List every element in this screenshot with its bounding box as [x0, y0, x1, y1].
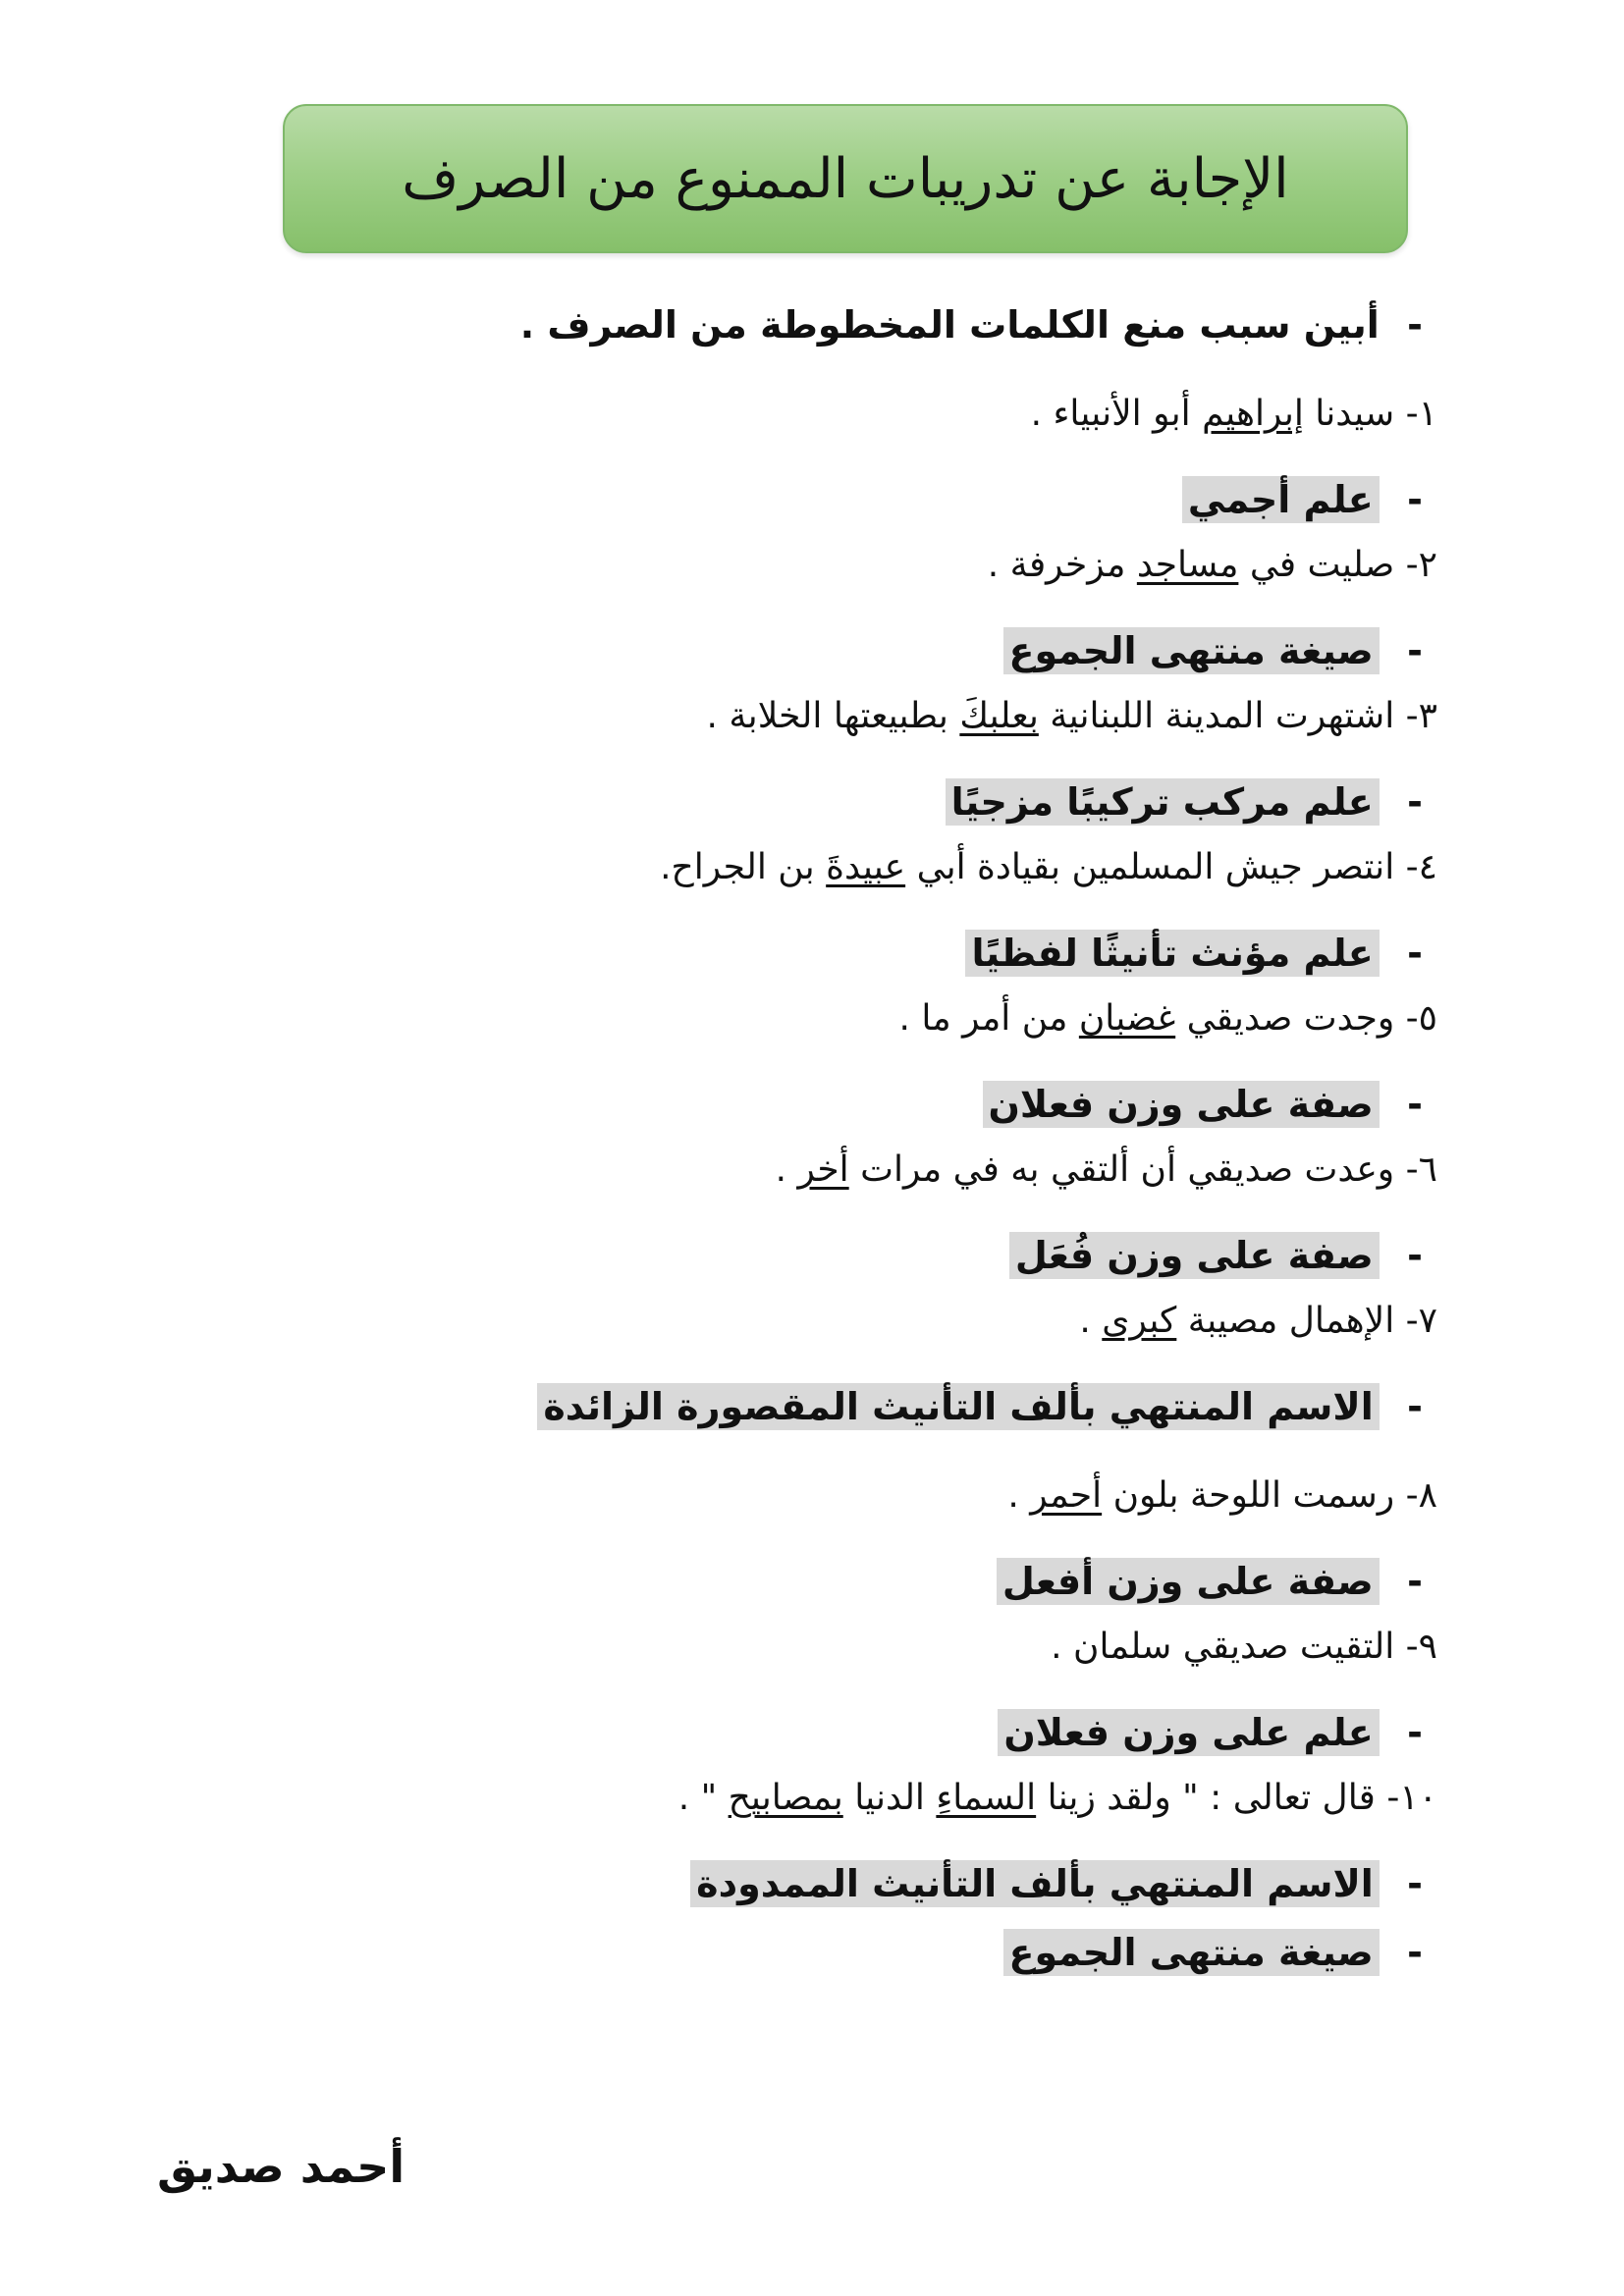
- page-title: الإجابة عن تدريبات الممنوع من الصرف: [402, 146, 1289, 211]
- answer-1: - علم أجمي: [259, 448, 1437, 532]
- answer-6: - صفة على وزن فُعَل: [259, 1203, 1437, 1288]
- sentence-number: ١-: [1405, 394, 1437, 434]
- answer-text: الاسم المنتهي بألف التأنيث الممدودة: [690, 1860, 1380, 1907]
- question-list: [259, 291, 1437, 1985]
- sentence-number: ٥-: [1405, 998, 1437, 1039]
- sentence-10: ١٠- قال تعالى : " ولقد زينا السماءِ الدنيا بمصابيح " .: [677, 1778, 1437, 1818]
- author-signature: أحمد صديق: [157, 2140, 406, 2193]
- underlined-word: إبراهيم: [1202, 394, 1304, 434]
- answer-text: صفة على وزن فعلان: [983, 1081, 1380, 1128]
- answer-8: - صفة على وزن أفعل: [259, 1529, 1437, 1614]
- answer-2: - صيغة منتهى الجموع: [259, 599, 1437, 683]
- answer-text: صيغة منتهى الجموع: [1003, 627, 1380, 674]
- underlined-word: أحمر: [1030, 1475, 1103, 1516]
- sentence-number: ٦-: [1405, 1149, 1437, 1190]
- sentence-3: ٣- اشتهرت المدينة اللبنانية بعلبكَ بطبيعتها الخلابة .: [706, 696, 1437, 736]
- answer-text: صفة على وزن فُعَل: [1009, 1232, 1380, 1279]
- instruction-text: أبين سبب منع الكلمات المخطوطة من الصرف .: [519, 303, 1380, 347]
- sentence-number: ٤-: [1405, 847, 1437, 887]
- sentence-number: ٢-: [1405, 545, 1437, 585]
- underlined-word: السماءِ: [936, 1778, 1037, 1818]
- sentence-9: ٩- التقيت صديقي سلمان .: [1051, 1627, 1437, 1667]
- answer-text: علم مؤنث تأنيثًا لفظيًا: [965, 930, 1379, 977]
- answer-10a: - الاسم المنتهي بألف التأنيث الممدودة: [259, 1832, 1437, 1916]
- underlined-word: غضبان: [1078, 998, 1176, 1039]
- answer-text: علم على وزن فعلان: [998, 1709, 1379, 1756]
- underlined-word: عبيدةَ: [826, 847, 906, 887]
- answer-text: علم مركب تركيبًا مزجيًا: [946, 778, 1380, 826]
- sentence-number: ٨-: [1405, 1475, 1437, 1516]
- title-banner: [283, 104, 1408, 253]
- underlined-word: بمصابيح: [728, 1778, 843, 1818]
- sentence-4: ٤- انتصر جيش المسلمين بقيادة أبي عبيدةَ بن الجراح.: [660, 847, 1437, 887]
- sentence-number: ١٠-: [1386, 1778, 1437, 1818]
- sentence-5: ٥- وجدت صديقي غضبان من أمر ما .: [898, 998, 1437, 1039]
- underlined-word: أخر: [797, 1149, 849, 1190]
- sentence-number: ٩-: [1405, 1627, 1437, 1667]
- sentence-number: ٧-: [1405, 1301, 1437, 1341]
- sentence-2: ٢- صليت في مساجد مزخرفة .: [987, 545, 1437, 585]
- answer-text: صيغة منتهى الجموع: [1003, 1929, 1380, 1976]
- underlined-word: بعلبكَ: [959, 696, 1039, 736]
- answer-10b: - صيغة منتهى الجموع: [259, 1916, 1437, 1985]
- instruction-line: - أبين سبب منع الكلمات المخطوطة من الصرف .: [519, 303, 1423, 347]
- answer-9: - علم على وزن فعلان: [259, 1681, 1437, 1765]
- answer-4: - علم مؤنث تأنيثًا لفظيًا: [259, 901, 1437, 986]
- sentence-6: ٦- وعدت صديقي أن ألتقي به في مرات أخر .: [775, 1149, 1437, 1190]
- answer-text: علم أجمي: [1182, 476, 1380, 523]
- sentence-8: ٨- رسمت اللوحة بلون أحمر .: [1007, 1475, 1437, 1516]
- sentence-1: ١- سيدنا إبراهيم أبو الأنبياء .: [1030, 394, 1437, 434]
- answer-text: الاسم المنتهي بألف التأنيث المقصورة الزائدة: [537, 1383, 1379, 1430]
- underlined-word: كبرى: [1102, 1301, 1177, 1341]
- sentence-7: ٧- الإهمال مصيبة كبرى .: [1079, 1301, 1437, 1341]
- answer-text: صفة على وزن أفعل: [997, 1558, 1380, 1605]
- answer-3: - علم مركب تركيبًا مزجيًا: [259, 750, 1437, 834]
- answer-7: - الاسم المنتهي بألف التأنيث المقصورة الزائدة: [259, 1355, 1437, 1439]
- answer-5: - صفة على وزن فعلان: [259, 1052, 1437, 1137]
- sentence-number: ٣-: [1405, 696, 1437, 736]
- underlined-word: مساجد: [1136, 545, 1239, 585]
